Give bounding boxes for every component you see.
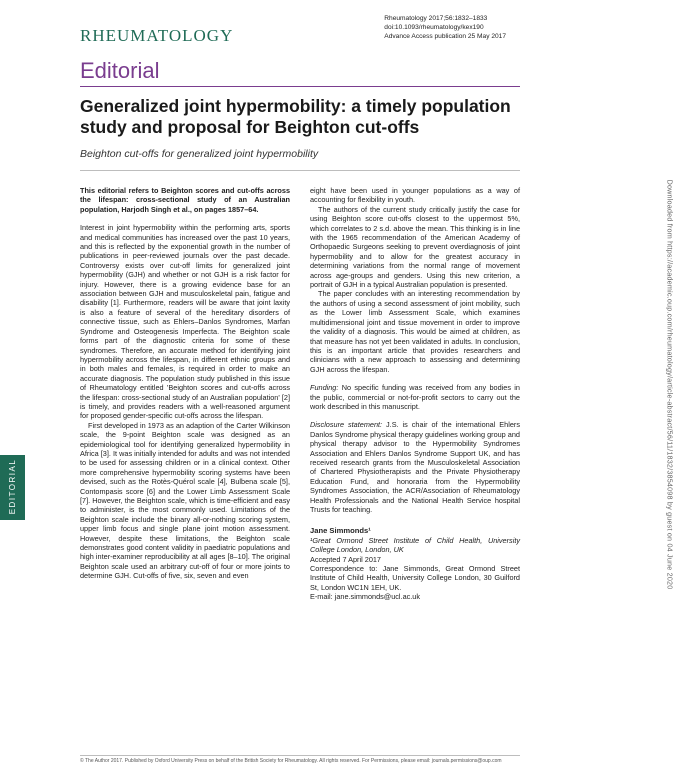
footer-divider bbox=[80, 755, 520, 756]
section-divider bbox=[80, 86, 520, 87]
copyright-footer: © The Author 2017. Published by Oxford University Press on behalf of the British Society for Rheumatology. All rights reserved. For Permissions, please email: journals.permissions@oup.com bbox=[80, 758, 502, 764]
disclosure-label: Disclosure statement: bbox=[310, 420, 383, 430]
paragraph: First developed in 1973 as an adaption of the Carter Wilkinson scale, the 9-point Beighton scale was designed as an epidemiological tool for identifying generalized hypermobility in Africa [3]. It was initially intended for adults and was not intended to be used for assessing children or in a clinical context. Other more comprehensive hypermobility scoring systems have been devised, such as the Rotès-Quérol scale [4], Bulbena scale [5], Contompasis score [6] and the Lower Limb Assessment Scale [7]. However, the Beighton scale, which is time-efficient and easy to administer, is the most commonly used. Limitations of the Beighton scale include the binary all-or-nothing scoring system, upper limb focus and single plane joint motion assessment. However, despite these limitations, the Beighton scale demonstrates good content validity in paediatric populations and high inter-examiner reproducibility at all ages [8–10]. The original Beighton scale used an arbitrary cut-off of four or more joints to determine GJH. Cut-offs of five, six, seven and even bbox=[80, 420, 290, 581]
doi[interactable]: doi:10.1093/rheumatology/kex190 bbox=[384, 24, 484, 31]
paragraph: The paper concludes with an interesting recommendation by the authors of using a second assessment of joint mobility, such as the Lower limb Assessment Scale, which examines multidimensional joint and tissue movement in order to improve the validity of a diagnosis. This would be aimed at children, as that measure has not yet been validated in adults. In conclusion, this is an important article that provides researchers and clinicians with a new approach to assessing and determining GJH across the lifespan. bbox=[310, 289, 520, 374]
title-divider bbox=[80, 170, 520, 171]
disclosure-statement bbox=[310, 420, 520, 514]
funding-statement bbox=[310, 383, 520, 411]
author-name: Jane Simmonds¹ bbox=[310, 526, 371, 536]
paragraph: eight have been used in younger populations as a way of accounting for flexibility in youth. bbox=[310, 186, 520, 205]
citation: Rheumatology 2017;56:1832–1833 bbox=[384, 15, 488, 22]
section-label: Editorial bbox=[80, 58, 160, 83]
author-affiliation: ¹Great Ormond Street Institute of Child Health, University College London, London, UK bbox=[310, 535, 520, 555]
right-column bbox=[310, 186, 520, 602]
download-notice: Downloaded from https://academic.oup.com/rheumatology/article-abstract/56/11/1832/3854098 by guest on 04 June 2020 bbox=[665, 179, 675, 590]
article-meta bbox=[384, 14, 506, 41]
article-subtitle: Beighton cut-offs for generalized joint hypermobility bbox=[80, 148, 319, 160]
reference-note: This editorial refers to Beighton scores and cut-offs across the lifespan: cross-sectional study of an Australian population, Harjodh Singh et al., on pages 1857–64. bbox=[80, 186, 290, 214]
editorial-side-tab-label: EDITORIAL bbox=[8, 458, 17, 515]
publication-date: Advance Access publication 25 May 2017 bbox=[384, 33, 506, 40]
funding-label: Funding: bbox=[310, 383, 339, 393]
paragraph: The authors of the current study critically justify the case for using Beighton score cut-offs closest to the uppermost 5%, which correlates to 2 s.d. above the mean. This thinking is in line with the 1965 recommendation of the American Academy of Orthopaedic Surgeons seeking to prevent overdiagnosis of joint hypermobility and to allow for the greatest accuracy in determining variations from the normal range of movement across age-groups and genders. Using this new criterion, a portrait of GJH in a typical Australian population is presented. bbox=[310, 204, 520, 290]
paragraph: Interest in joint hypermobility within the performing arts, sports and medical communities has increased over the past 10 years, and this is reflected by the exponential growth in the number of publications in peer-reviewed journals over the past decade. Controversy exists over cut-off limits for generalized joint hypermobility (GJH) and whether or not GJH is a risk factor for injury. However, there is a growing evidence base for an association between GJH and musculoskeletal pain, fatigue and disability [1]. Furthermore, readers will be aware that joint laxity is also a feature of several of the hereditary disorders of connective tissue, such as Ehlers–Danlos Syndromes, Marfan Syndrome and Osteogenesis Imperfecta. The Beighton scale forms part of the diagnostic criteria for some of these syndromes. Therefore, an accurate method for identifying joint hypermobility across the lifespan, in different ethnic groups and in both males and females, is required in order to make an accurate diagnosis. The population study published in this issue of Rheumatology entitled 'Beighton scores and cut-offs across the lifespan: cross-sectional study of an Australian population' [2] is timely, and provides readers with a well-reasoned argument for proposed gender-specific cut-offs across the lifespan. bbox=[80, 223, 290, 421]
accepted-date: Accepted 7 April 2017 bbox=[310, 554, 381, 564]
disclosure-text: J.S. is chair of the international Ehlers Danlos Syndrome physical therapy guidelines working group and physical therapy advisor to the Hypermobility Syndromes Association and Ehlers Danlos Syndrome Support UK, and has received research grants from the Musculoskeletal Association of Chartered Physiotherapists and the Private Physiotherapy Education Fund, and honoraria from the Hypermobility Syndromes Association, the ACR/Association of Rheumatology Health Professionals and the National Health Service hospital Trusts for teaching. bbox=[310, 420, 520, 514]
journal-logo: RHEUMATOLOGY bbox=[80, 26, 234, 45]
left-column bbox=[80, 186, 290, 581]
author-email[interactable]: E-mail: jane.simmonds@ucl.ac.uk bbox=[310, 592, 421, 602]
funding-text: No specific funding was received from any bodies in the public, commercial or not-for-profit sectors to carry out the work described in this manuscript. bbox=[310, 383, 520, 411]
correspondence: Correspondence to: Jane Simmonds, Great Ormond Street Institute of Child Health, University College London, 30 Guilford St, London WC1N 1EH, UK. bbox=[310, 564, 520, 592]
article-title: Generalized joint hypermobility: a timely population study and proposal for Beighton cut-offs bbox=[80, 96, 511, 137]
